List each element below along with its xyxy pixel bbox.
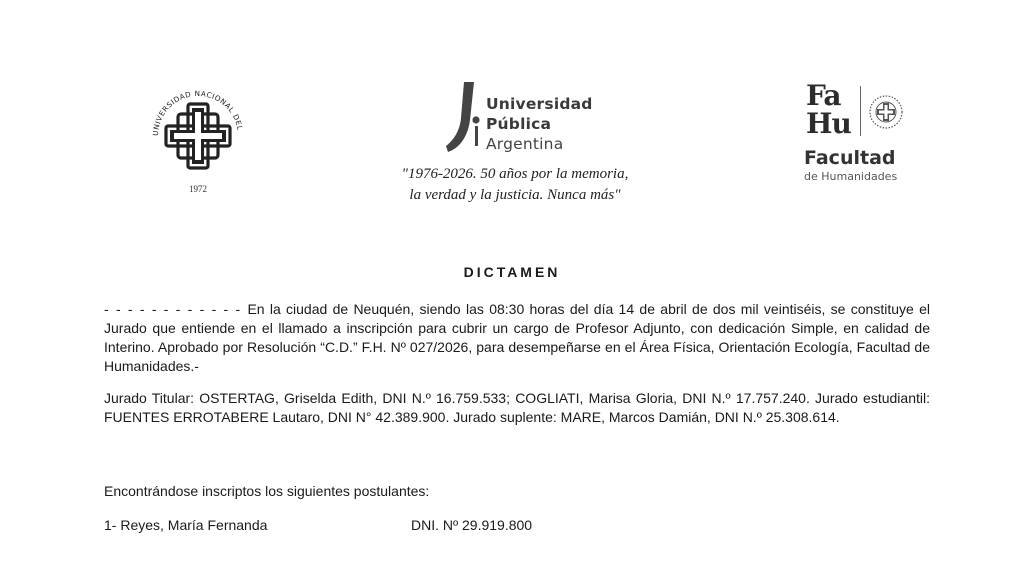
motto-line1: "1976-2026. 50 años por la memoria, xyxy=(401,166,629,182)
seal-year: 1972 xyxy=(189,184,207,194)
fahu-subtitle: de Humanidades xyxy=(804,170,898,183)
upa-mark-icon xyxy=(444,80,482,154)
motto-line2: la verdad y la justicia. Nunca más" xyxy=(409,187,621,203)
memoria-motto xyxy=(380,164,650,206)
postulant-name: 1- Reyes, María Fernanda xyxy=(104,517,268,533)
upa-line1: Universidad xyxy=(486,95,593,113)
fahu-seal-icon xyxy=(868,94,904,130)
fahu-monogram xyxy=(806,79,851,140)
leading-dashes: - - - - - - - - - - - - xyxy=(104,301,248,317)
seal-arc-text: UNIVERSIDAD NACIONAL DEL xyxy=(150,88,245,137)
facultad-humanidades-logo xyxy=(802,79,912,186)
upa-line2: Pública xyxy=(486,115,552,133)
fahu-name: Facultad xyxy=(804,147,896,169)
postulant-dni: DNI. Nº 29.919.800 xyxy=(411,517,533,533)
paragraph-inscriptos: Encontrándose inscriptos los siguientes postulantes: xyxy=(104,483,430,499)
upa-line3: Argentina xyxy=(486,135,564,153)
fahu-divider xyxy=(860,86,861,136)
paragraph-constitution xyxy=(104,300,930,376)
document-title: DICTAMEN xyxy=(463,264,561,280)
upa-wordmark xyxy=(486,94,593,154)
universidad-comahue-seal xyxy=(148,84,248,196)
universidad-publica-argentina-logo xyxy=(440,76,600,156)
comahue-seal-icon xyxy=(148,84,248,196)
paragraph-constitution-text: En la ciudad de Neuquén, siendo las 08:30 horas del día 14 de abril de dos mil veintiséis, se constituye el Jurado que entiende en el llamado a inscripción para cubrir un cargo de Profesor Adjunto, con dedicación Simple, en calidad de Interino. Aprobado por Resolución “C.D.” F.H. Nº 027/2026, para desempeñarse en el Área Física, Orientación Ecología, Facultad de Humanidades.- xyxy=(104,301,930,374)
fahu-mono-line2: Hu xyxy=(806,107,851,140)
paragraph-jurado: Jurado Titular: OSTERTAG, Griselda Edith, DNI N.º 16.759.533; COGLIATI, Marisa Gloria, DNI N.º 17.757.240. Jurado estudiantil: FUENTES ERROTABERE Lautaro, DNI N° 42.389.900. Jurado suplente: MARE, Marcos Damián, DNI N.º 25.308.614. xyxy=(104,390,930,425)
fahu-mono-line1: Fa xyxy=(806,79,841,112)
